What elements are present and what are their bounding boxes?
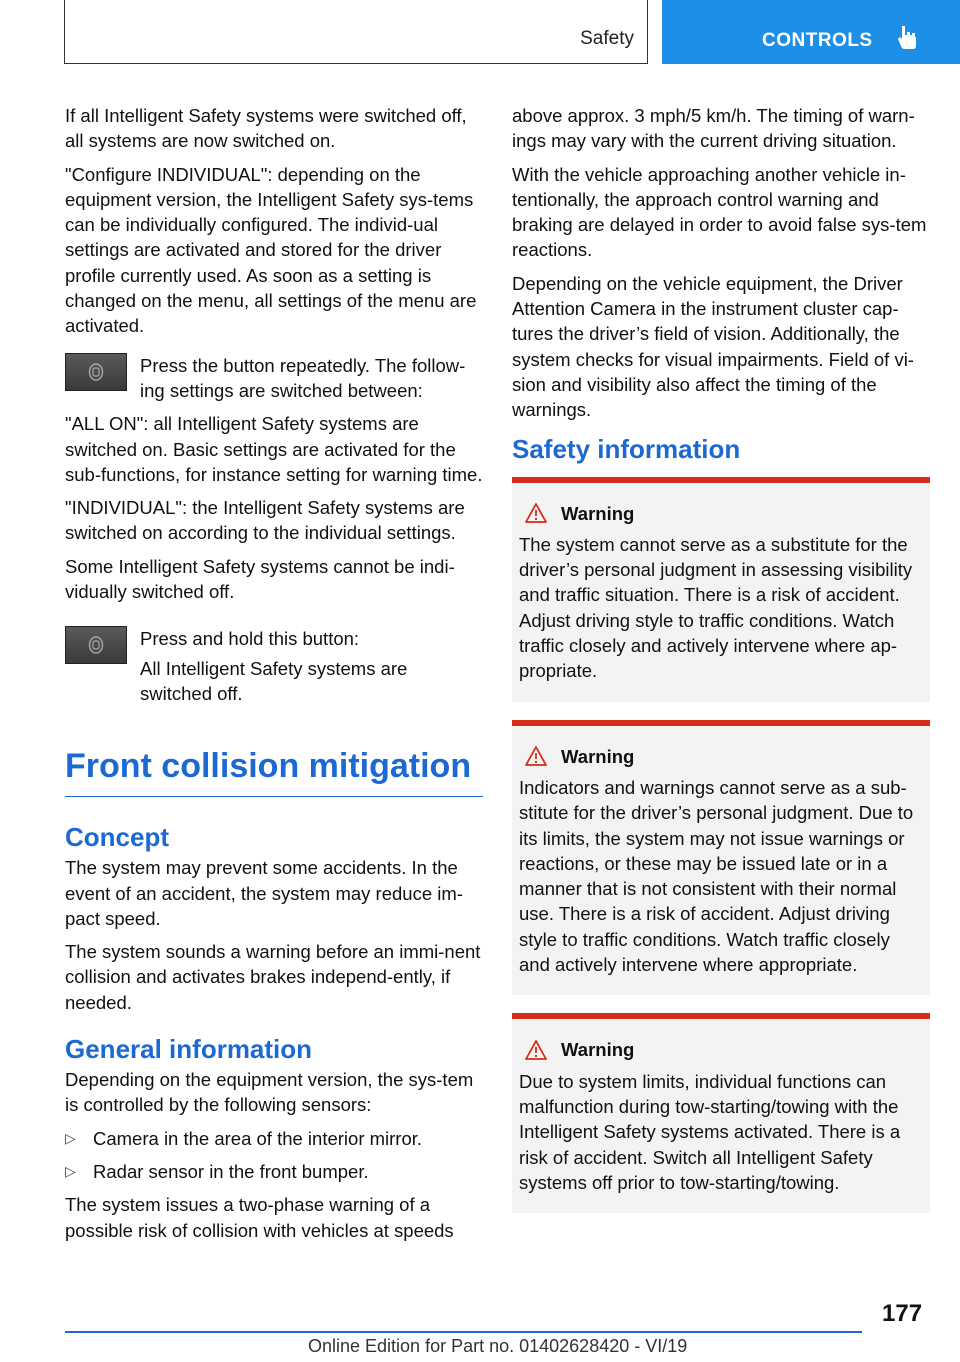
warning-box (512, 720, 930, 996)
safety-information-title: Safety information (512, 433, 741, 464)
triangle-bullet-icon: ▷ (65, 1162, 76, 1179)
warning-triangle-icon (525, 1040, 547, 1060)
paragraph: "INDIVIDUAL": the Intelligent Safety systems are switched on according to the individual settings. (65, 497, 465, 544)
subsection-title-general: General information (65, 1034, 313, 1065)
page-number: 177 (882, 1300, 923, 1327)
warning-triangle-icon (525, 503, 547, 523)
warning-box (512, 1013, 930, 1213)
warning-text: Due to system limits, individual functions can malfunction during tow-starting/towing with the Intelligent Safety systems activated. There is a risk of accident. Switch all Intelligent Safety systems off prior to tow-starting/towing. (519, 1070, 901, 1193)
list-item-text: Camera in the area of the interior mirror. (93, 1127, 423, 1149)
footer-edition: Online Edition for Part no. 01402628420 - VI/19 (308, 1336, 688, 1356)
header-section-title: Safety (580, 28, 634, 49)
list-item (65, 1159, 483, 1184)
left-column (65, 103, 483, 1251)
button-instruction-text: Press the button repeatedly. The follow‐ing settings are switched between: (140, 354, 466, 401)
warning-title (519, 744, 923, 769)
paragraph: With the vehicle approaching another vehicle in‐tentionally, the approach control warning and braking are delayed in order to avoid false sys‐tem reactions. (512, 163, 927, 261)
sensor-list (65, 1126, 483, 1185)
button-instruction (65, 353, 483, 404)
paragraph: If all Intelligent Safety systems were switched off, all systems are now switched on. (65, 105, 467, 152)
warning-text: The system cannot serve as a substitute for the driver’s personal judgment in assessing visibility and traffic situation. There is a risk of accident. Adjust driving style to traffic conditions. Watch traffic closely and actively intervene where ap‐propriate. (519, 533, 913, 682)
paragraph: The system issues a two-phase warning of a possible risk of collision with vehicles at speeds (65, 1194, 454, 1241)
paragraph: The system sounds a warning before an immi‐nent collision and activates brakes independ‐ently, if needed. (65, 941, 481, 1013)
right-column (512, 103, 930, 1231)
subsection-title-concept: Concept (65, 822, 169, 853)
header-frame (64, 0, 648, 64)
list-item-text: Radar sensor in the front bumper. (93, 1160, 369, 1182)
header-tab-controls[interactable] (662, 0, 960, 64)
paragraph (140, 656, 483, 707)
paragraph: above approx. 3 mph/5 km/h. The timing of warn‐ings may vary with the current driving situation. (512, 105, 915, 152)
paragraph: Depending on the equipment version, the sys‐tem is controlled by the following sensors: (65, 1069, 474, 1116)
safety-button-image (65, 626, 127, 664)
paragraph: Depending on the vehicle equipment, the Driver Attention Camera in the instrument cluster cap‐tures the driver’s field of vision. Additionally, the system checks for visual impairments. Field of vi‐sion and visibility also affect the timing of the warnings. (512, 272, 914, 421)
paragraph: "ALL ON": all Intelligent Safety systems are switched on. Basic settings are activated for the sub-functions, for instance setting for warning time. (65, 413, 483, 485)
button-instruction (65, 626, 483, 706)
paragraph: "Configure INDIVIDUAL": depending on the equipment version, the Intelligent Safety sys‐tems can be individually configured. The individ‐ual settings are activated and stored for the driver profile currently used. As soon as a setting is changed on the menu, all settings of the menu are activated. (65, 163, 477, 337)
safety-button-image (65, 353, 127, 391)
warning-triangle-icon (525, 746, 547, 766)
paragraph: Some Intelligent Safety systems cannot be indi‐vidually switched off. (65, 555, 455, 603)
paragraph: The system may prevent some accidents. In the event of an accident, the system may reduce im‐pact speed. (65, 857, 463, 929)
warning-text: Indicators and warnings cannot serve as a sub‐stitute for the driver’s personal judgment. Due to its limits, the system may not issue warnings or reactions, or these may be issued late or in a manner that is not consistent with their normal use. There is a risk of accident. Adjust driving style to traffic conditions. Watch traffic closely and actively intervene where appropriate. (519, 776, 914, 976)
warning-title-text: Warning (561, 1039, 635, 1061)
triangle-bullet-icon: ▷ (65, 1129, 76, 1146)
footer-divider (65, 1331, 862, 1333)
section-title: Front collision mitigation (65, 746, 483, 797)
list-item (65, 1126, 483, 1151)
button-instruction-text: Press and hold this button: (140, 628, 360, 650)
warning-title-text: Warning (561, 502, 635, 524)
warning-title (519, 501, 923, 526)
header-tab-label: CONTROLS (762, 30, 873, 51)
warning-title-text: Warning (561, 745, 635, 767)
safety-assist-icon (88, 636, 104, 654)
warning-title (519, 1037, 923, 1062)
pointing-hand-icon (896, 24, 918, 50)
switched-off-text: All Intelligent Safety systems are switched off. (140, 657, 408, 704)
warning-box (512, 477, 930, 702)
safety-assist-icon (88, 363, 104, 381)
